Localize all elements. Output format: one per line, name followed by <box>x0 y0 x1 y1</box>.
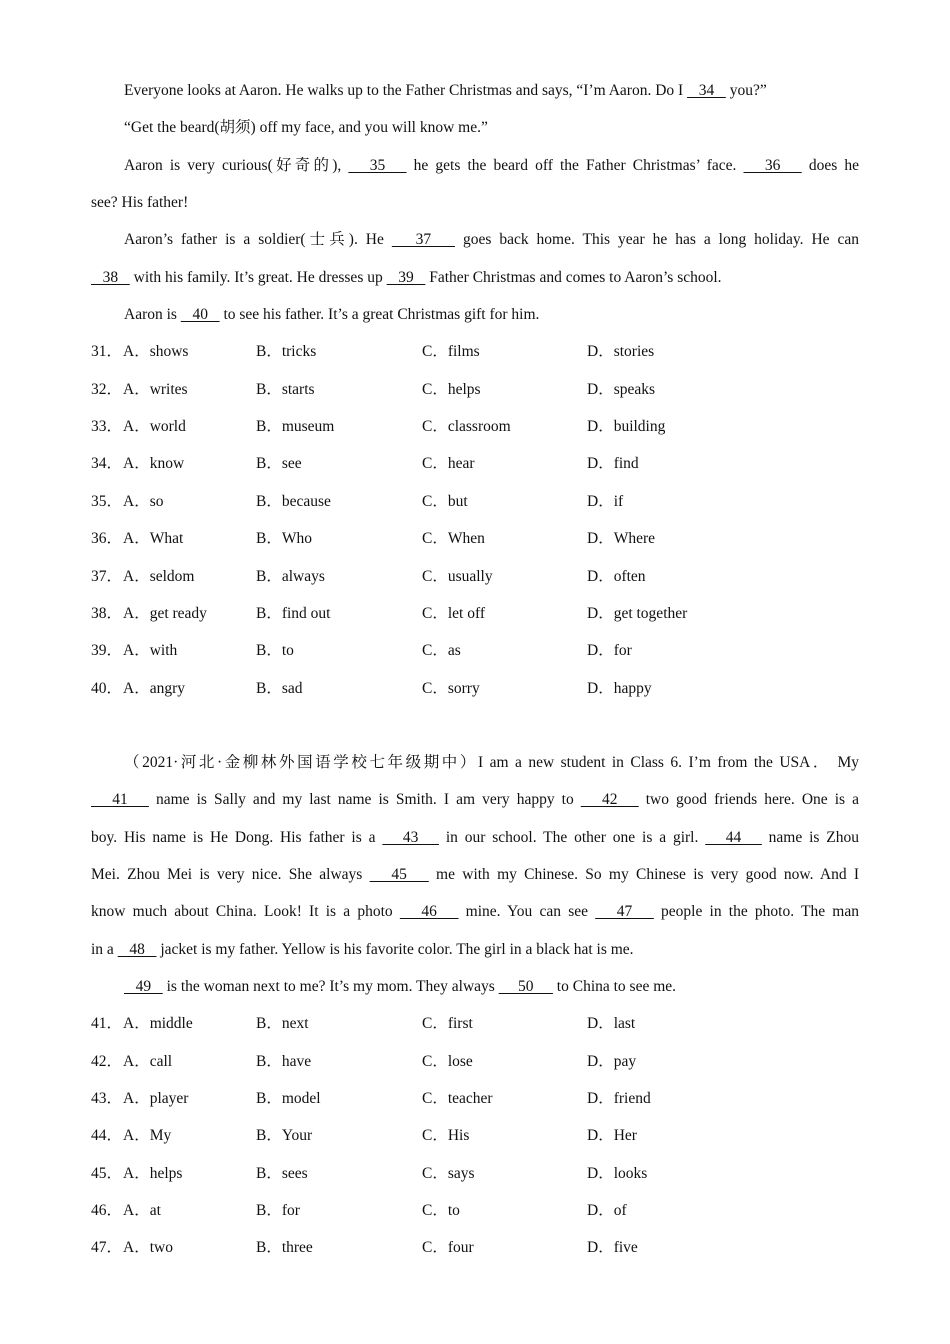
question-number: 42． <box>91 1053 123 1070</box>
option-d: D．Her <box>587 1127 637 1144</box>
option-b: B．to <box>256 642 294 659</box>
question-row <box>91 601 859 627</box>
passage-text: to see his father. It’s a great Christmas gift for him. <box>219 306 540 323</box>
passage-text: in our school. The other one is a girl. <box>438 829 706 846</box>
passage-line <box>124 227 859 253</box>
answer-blank: 41 <box>91 791 149 808</box>
option-b: B．because <box>256 493 331 510</box>
option-b: B．museum <box>256 418 335 435</box>
question-number: 45． <box>91 1165 123 1182</box>
option-d: D．Where <box>587 530 655 547</box>
answer-blank: 42 <box>580 791 639 808</box>
option-a: A．two <box>123 1239 173 1256</box>
option-a: A．seldom <box>123 568 195 585</box>
question-row <box>91 1086 859 1112</box>
passage-text: mine. You can see <box>458 903 596 920</box>
passage-text: does he <box>801 157 859 174</box>
question-number: 35． <box>91 493 123 510</box>
question-number: 39． <box>91 642 123 659</box>
question-row <box>91 414 859 440</box>
question-row <box>91 526 859 552</box>
passage-text: name is Sally and my last name is Smith. I am very happy to <box>148 791 581 808</box>
option-d: D．for <box>587 642 632 659</box>
passage-text: is the woman next to me? It’s my mom. They always <box>162 978 499 995</box>
option-a: A．at <box>123 1202 161 1219</box>
answer-blank: 38 <box>91 269 130 286</box>
passage-line <box>124 302 859 328</box>
passage-line <box>91 265 859 291</box>
option-b: B．for <box>256 1202 300 1219</box>
option-c: C．sorry <box>422 680 480 697</box>
answer-blank: 34 <box>687 82 726 99</box>
option-b: B．find out <box>256 605 331 622</box>
passage-text: you?” <box>725 82 767 99</box>
option-a: A．world <box>123 418 186 435</box>
question-row <box>91 1123 859 1149</box>
passage-line <box>124 750 859 776</box>
question-number: 38． <box>91 605 123 622</box>
answer-blank: 46 <box>399 903 459 920</box>
passage-line <box>91 862 859 888</box>
option-c: C．lose <box>422 1053 473 1070</box>
question-row <box>91 377 859 403</box>
option-b: B．sad <box>256 680 303 697</box>
option-c: C．hear <box>422 455 475 472</box>
option-a: A．helps <box>123 1165 183 1182</box>
answer-blank: 43 <box>382 829 439 846</box>
question-row <box>91 1011 859 1037</box>
option-d: D．of <box>587 1202 627 1219</box>
passage-text: me with my Chinese. So my Chinese is very good now. And I <box>428 866 860 883</box>
option-c: C．usually <box>422 568 493 585</box>
option-b: B．Who <box>256 530 312 547</box>
option-b: B．Your <box>256 1127 313 1144</box>
option-d: D．looks <box>587 1165 648 1182</box>
passage-text: Aaron is very curious(好奇的), <box>124 157 349 174</box>
question-number: 43． <box>91 1090 123 1107</box>
option-d: D．stories <box>587 343 655 360</box>
option-a: A．My <box>123 1127 172 1144</box>
passage-text: know much about China. Look! It is a photo <box>91 903 400 920</box>
passage-text: goes back home. This year he has a long holiday. He can <box>455 231 860 248</box>
passage-text: jacket is my father. Yellow is his favorite color. The girl in a black hat is me. <box>156 941 634 958</box>
answer-blank: 35 <box>348 157 407 174</box>
answer-blank: 48 <box>117 941 157 958</box>
passage-line <box>124 153 859 179</box>
question-row <box>91 1198 859 1224</box>
passage-text: “Get the beard(胡须) off my face, and you will know me.” <box>124 119 488 136</box>
question-number: 40． <box>91 680 123 697</box>
question-row <box>91 489 859 515</box>
answer-blank: 36 <box>743 157 802 174</box>
passage-line <box>91 937 859 963</box>
option-a: A．with <box>123 642 178 659</box>
option-c: C．let off <box>422 605 485 622</box>
passage-line <box>124 115 859 141</box>
passage-line <box>91 190 859 216</box>
passage-text: Aaron’s father is a soldier(士兵). He <box>124 231 392 248</box>
option-a: A．get ready <box>123 605 207 622</box>
option-a: A．know <box>123 455 185 472</box>
option-c: C．helps <box>422 381 481 398</box>
passage-text: name is Zhou <box>761 829 860 846</box>
option-c: C．His <box>422 1127 470 1144</box>
option-b: B．tricks <box>256 343 317 360</box>
answer-blank: 37 <box>391 231 456 248</box>
question-row <box>91 451 859 477</box>
question-row <box>91 1235 859 1261</box>
option-c: C．teacher <box>422 1090 493 1107</box>
passage-text: in a <box>91 941 118 958</box>
answer-blank: 45 <box>369 866 429 883</box>
option-a: A．angry <box>123 680 185 697</box>
answer-blank: 49 <box>124 978 163 995</box>
option-d: D．last <box>587 1015 636 1032</box>
option-b: B．three <box>256 1239 313 1256</box>
question-number: 34． <box>91 455 123 472</box>
option-a: A．shows <box>123 343 189 360</box>
question-number: 37． <box>91 568 123 585</box>
question-number: 47． <box>91 1239 123 1256</box>
passage-line <box>124 78 859 104</box>
question-row <box>91 339 859 365</box>
option-c: C．first <box>422 1015 473 1032</box>
answer-blank: 40 <box>180 306 220 323</box>
option-d: D．building <box>587 418 666 435</box>
option-a: A．so <box>123 493 164 510</box>
question-number: 33． <box>91 418 123 435</box>
passage-line <box>91 899 859 925</box>
option-b: B．next <box>256 1015 309 1032</box>
option-c: C．films <box>422 343 480 360</box>
option-c: C．as <box>422 642 461 659</box>
passage-text: see? His father! <box>91 194 189 211</box>
answer-blank: 44 <box>705 829 762 846</box>
question-row <box>91 676 859 702</box>
option-d: D．get together <box>587 605 688 622</box>
option-b: B．see <box>256 455 302 472</box>
question-number: 32． <box>91 381 123 398</box>
passage-line <box>91 825 859 851</box>
option-a: A．middle <box>123 1015 193 1032</box>
option-b: B．have <box>256 1053 312 1070</box>
passage-line <box>124 974 859 1000</box>
passage-text: he gets the beard off the Father Christmas’ face. <box>406 157 744 174</box>
option-d: D．pay <box>587 1053 637 1070</box>
option-d: D．if <box>587 493 624 510</box>
passage-text: boy. His name is He Dong. His father is a <box>91 829 383 846</box>
question-number: 46． <box>91 1202 123 1219</box>
option-c: C．says <box>422 1165 475 1182</box>
question-row <box>91 564 859 590</box>
question-row <box>91 1049 859 1075</box>
question-row <box>91 638 859 664</box>
option-c: C．but <box>422 493 468 510</box>
question-number: 36． <box>91 530 123 547</box>
option-b: B．sees <box>256 1165 308 1182</box>
passage-text: Mei. Zhou Mei is very nice. She always <box>91 866 370 883</box>
passage-text: Aaron is <box>124 306 181 323</box>
passage-text: people in the photo. The man <box>653 903 859 920</box>
passage-text: （2021·河北·金柳林外国语学校七年级期中）I am a new student in Class 6. I’m from the USA． My <box>124 754 859 771</box>
option-a: A．call <box>123 1053 173 1070</box>
passage-text: to China to see me. <box>552 978 677 995</box>
passage-text: Father Christmas and comes to Aaron’s school. <box>425 269 722 286</box>
option-c: C．to <box>422 1202 460 1219</box>
option-b: B．model <box>256 1090 321 1107</box>
passage-text: Everyone looks at Aaron. He walks up to the Father Christmas and says, “I’m Aaron. Do I <box>124 82 688 99</box>
answer-blank: 39 <box>386 269 426 286</box>
option-c: C．four <box>422 1239 474 1256</box>
option-c: C．When <box>422 530 485 547</box>
option-d: D．friend <box>587 1090 651 1107</box>
option-d: D．speaks <box>587 381 656 398</box>
question-number: 44． <box>91 1127 123 1144</box>
option-c: C．classroom <box>422 418 511 435</box>
question-row <box>91 1161 859 1187</box>
option-a: A．player <box>123 1090 189 1107</box>
option-d: D．find <box>587 455 639 472</box>
question-number: 41． <box>91 1015 123 1032</box>
passage-line <box>91 787 859 813</box>
option-b: B．starts <box>256 381 315 398</box>
option-b: B．always <box>256 568 325 585</box>
passage-text: with his family. It’s great. He dresses up <box>129 269 387 286</box>
option-a: A．writes <box>123 381 188 398</box>
answer-blank: 47 <box>595 903 654 920</box>
option-a: A．What <box>123 530 184 547</box>
question-number: 31． <box>91 343 123 360</box>
option-d: D．often <box>587 568 646 585</box>
option-d: D．happy <box>587 680 652 697</box>
answer-blank: 50 <box>498 978 553 995</box>
option-d: D．five <box>587 1239 638 1256</box>
passage-text: two good friends here. One is a <box>638 791 860 808</box>
